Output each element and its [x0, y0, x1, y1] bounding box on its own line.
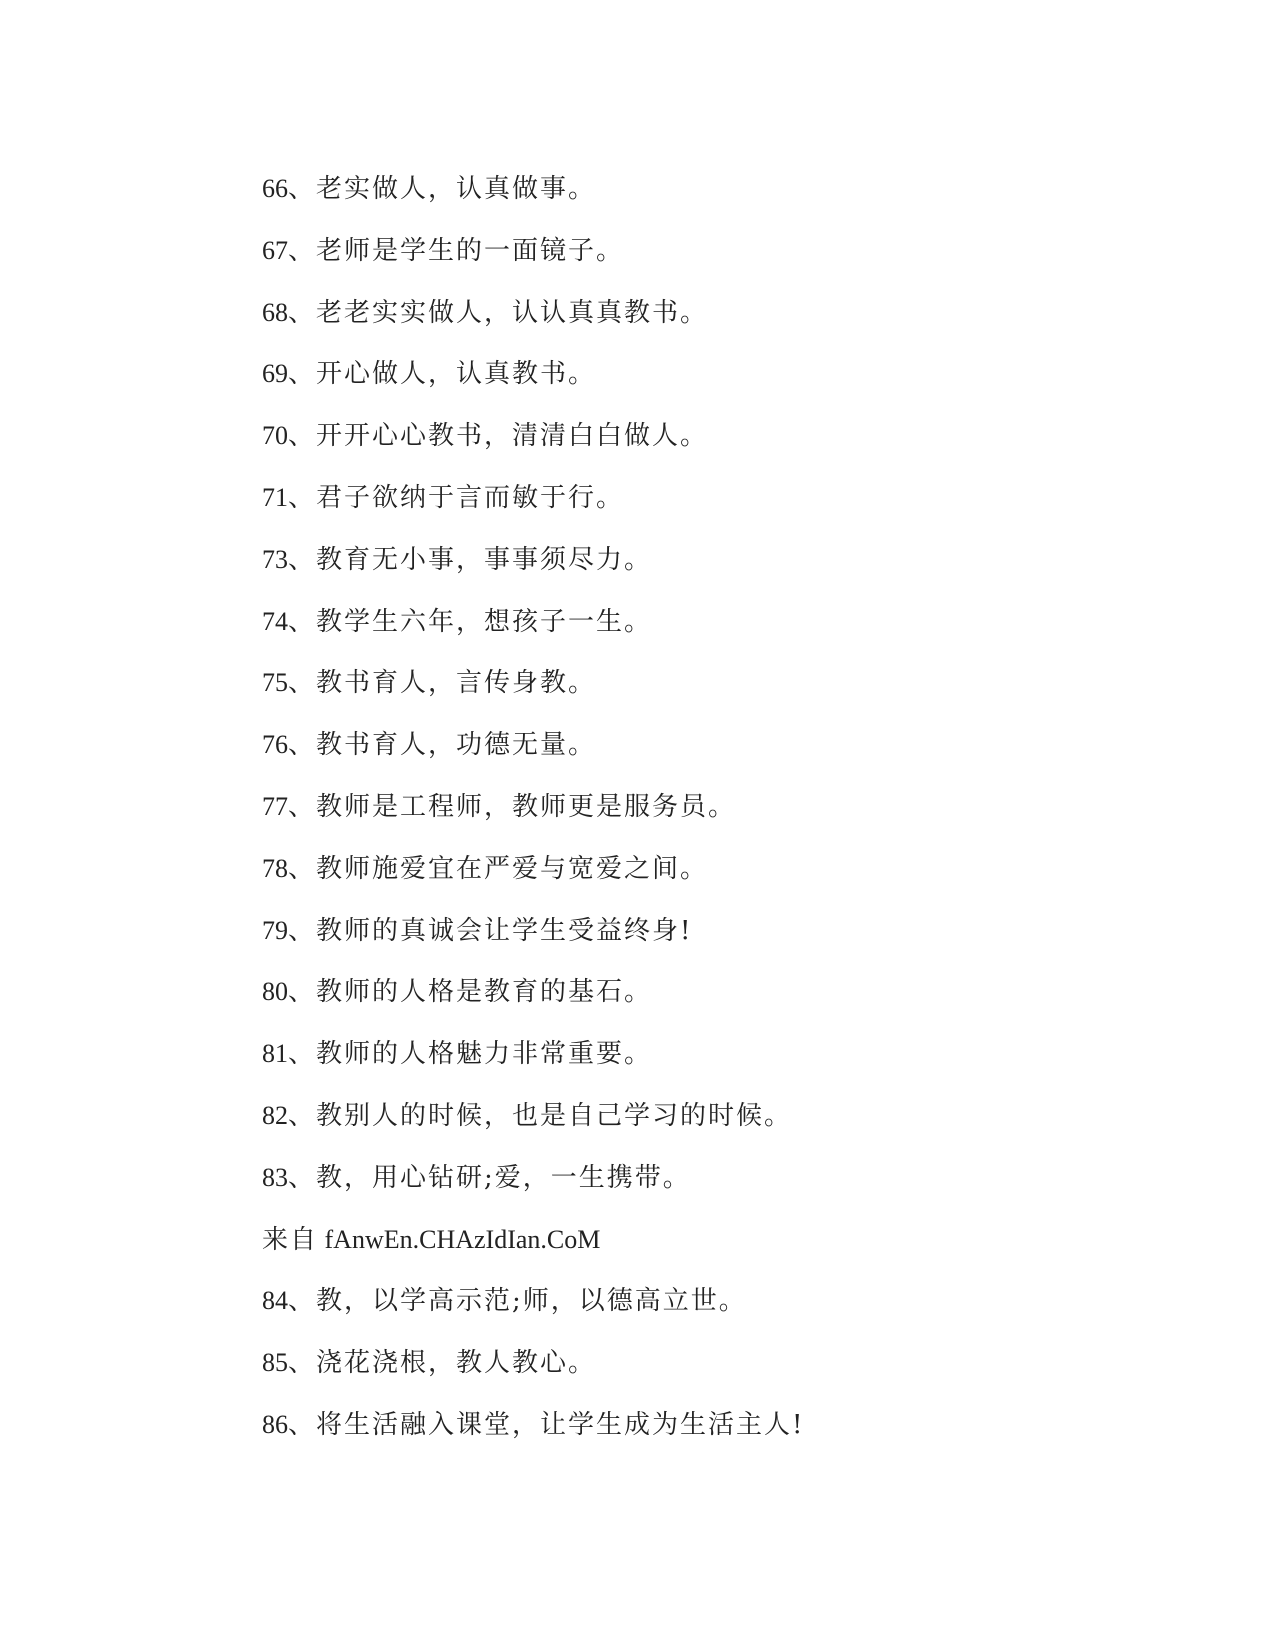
- item-text: 、老实做人，认真做事。: [288, 174, 597, 204]
- quote-list: [262, 158, 1202, 1456]
- item-number: 76: [262, 730, 288, 760]
- item-number: 73: [262, 544, 288, 574]
- list-item: [262, 343, 1202, 405]
- item-text: 、教师的人格是教育的基石。: [288, 977, 653, 1008]
- list-item: [262, 1023, 1202, 1085]
- source-line: [262, 1209, 1202, 1271]
- item-number: 74: [262, 606, 288, 636]
- item-number: 71: [262, 482, 288, 512]
- item-text: 、教学生六年，想孩子一生。: [288, 606, 653, 637]
- source-site: fAnwEn.CHAzIdIan.CoM: [324, 1224, 601, 1254]
- item-number: 83: [262, 1162, 288, 1192]
- item-text: 、君子欲纳于言而敏于行。: [288, 482, 625, 513]
- item-text: 、教师施爱宜在严爱与宽爱之间。: [288, 853, 709, 884]
- item-text: 、浇花浇根，教人教心。: [288, 1348, 597, 1379]
- item-number: 81: [262, 1039, 288, 1069]
- list-item: [262, 838, 1202, 900]
- list-item: [262, 591, 1202, 653]
- list-item: [262, 158, 1202, 220]
- item-number: 82: [262, 1100, 288, 1130]
- list-item: [262, 282, 1202, 344]
- item-text: 、教书育人，功德无量。: [288, 730, 597, 761]
- item-text: 、教书育人，言传身教。: [288, 668, 597, 699]
- item-number: 67: [262, 235, 288, 265]
- item-number: 68: [262, 297, 288, 327]
- list-item: [262, 961, 1202, 1023]
- list-item: [262, 405, 1202, 467]
- item-number: 78: [262, 853, 288, 883]
- list-item: [262, 1394, 1202, 1456]
- item-text: 、教师的真诚会让学生受益终身!: [288, 915, 693, 946]
- item-number: 66: [262, 174, 288, 203]
- item-text: 、教，以学高示范;师，以德高立世。: [288, 1286, 747, 1317]
- item-number: 86: [262, 1409, 288, 1439]
- list-item: [262, 1270, 1202, 1332]
- item-number: 69: [262, 359, 288, 389]
- list-item: [262, 220, 1202, 282]
- list-item: [262, 467, 1202, 529]
- item-number: 70: [262, 421, 288, 451]
- list-item: [262, 900, 1202, 962]
- item-number: 79: [262, 915, 288, 945]
- list-item: [262, 776, 1202, 838]
- item-text: 、教，用心钻研;爱，一生携带。: [288, 1162, 691, 1193]
- item-text: 、教育无小事，事事须尽力。: [288, 544, 653, 575]
- item-text: 、老老实实做人，认认真真教书。: [288, 297, 709, 328]
- source-prefix: 来自: [262, 1224, 319, 1255]
- item-text: 、将生活融入课堂，让学生成为生活主人!: [288, 1409, 805, 1440]
- list-item: [262, 1085, 1202, 1147]
- list-item: [262, 652, 1202, 714]
- item-text: 、开开心心教书，清清白白做人。: [288, 421, 709, 452]
- item-number: 85: [262, 1348, 288, 1378]
- item-text: 、教师的人格魅力非常重要。: [288, 1039, 653, 1070]
- item-number: 75: [262, 668, 288, 698]
- item-text: 、教别人的时候，也是自己学习的时候。: [288, 1100, 793, 1131]
- item-text: 、教师是工程师，教师更是服务员。: [288, 791, 737, 822]
- list-item: [262, 714, 1202, 776]
- list-item: [262, 1147, 1202, 1209]
- item-text: 、老师是学生的一面镜子。: [288, 235, 625, 266]
- item-number: 80: [262, 977, 288, 1007]
- item-number: 84: [262, 1286, 288, 1316]
- list-item: [262, 1332, 1202, 1394]
- item-text: 、开心做人，认真教书。: [288, 359, 597, 390]
- item-number: 77: [262, 791, 288, 821]
- list-item: [262, 529, 1202, 591]
